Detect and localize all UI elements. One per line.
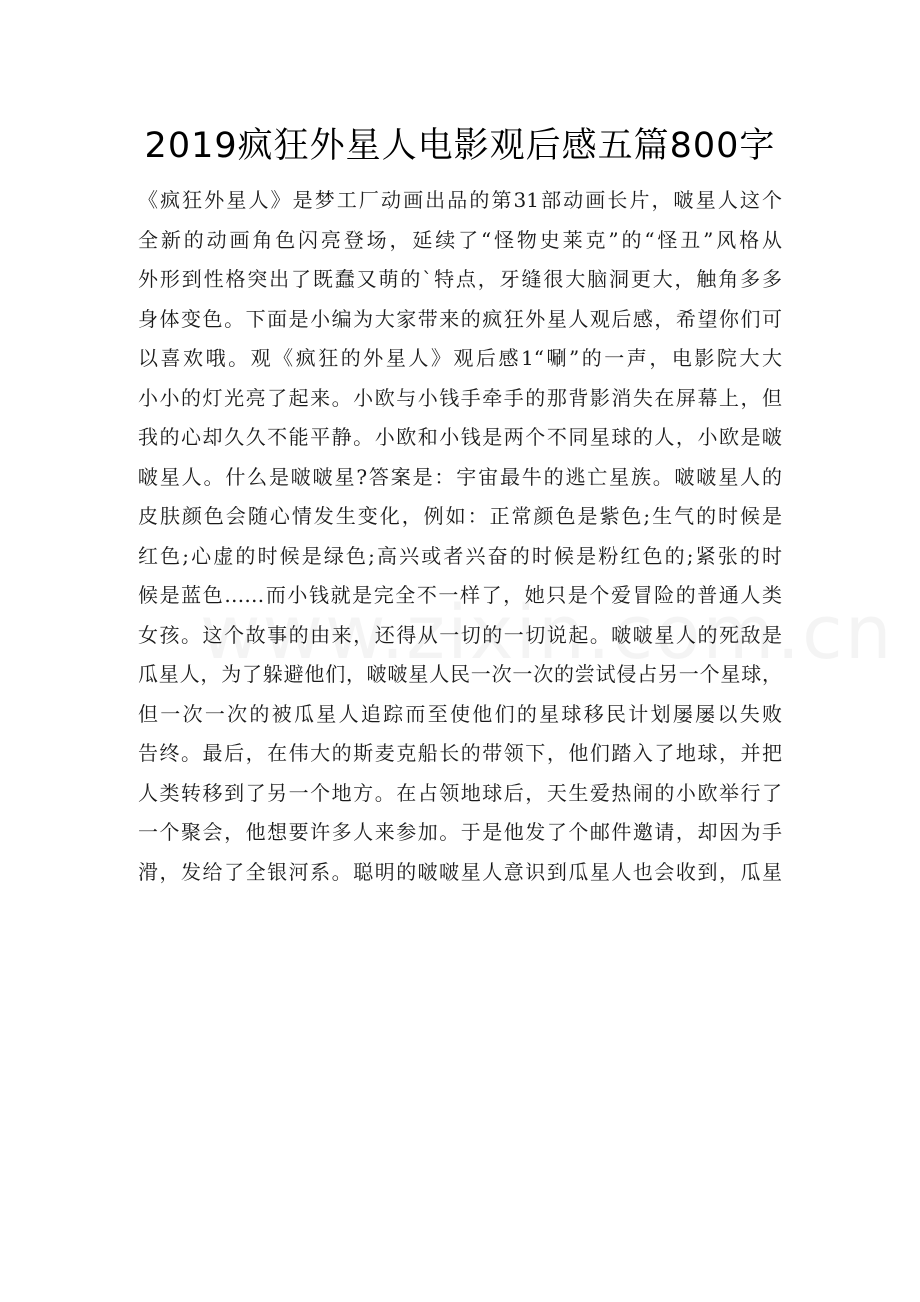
body-line: 滑，发给了全银河系。聪明的啵啵星人意识到瓜星人也会收到，瓜星: [138, 859, 782, 884]
document-title: 2019疯狂外星人电影观后感五篇800字: [144, 126, 776, 166]
body-line: 啵星人。什么是啵啵星?答案是：宇宙最牛的逃亡星族。啵啵星人的: [138, 464, 782, 489]
body-line: 瓜星人，为了躲避他们，啵啵星人民一次一次的尝试侵占另一个星球，: [138, 662, 782, 686]
body-line: 但一次一次的被瓜星人追踪而至使他们的星球移民计划屡屡以失败: [138, 701, 782, 726]
body-line: 小小的灯光亮了起来。小欧与小钱手牵手的那背影消失在屏幕上，但: [138, 385, 782, 410]
body-line: 《疯狂外星人》是梦工厂动画出品的第31部动画长片，啵星人这个: [138, 188, 782, 212]
body-line: 告终。最后，在伟大的斯麦克船长的带领下，他们踏入了地球，并把: [138, 741, 782, 765]
body-line: 全新的动画角色闪亮登场，延续了“怪物史莱克”的“怪丑”风格从: [138, 227, 782, 252]
body-line: 红色;心虚的时候是绿色;高兴或者兴奋的时候是粉红色的;紧张的时: [138, 543, 782, 568]
document-body: [138, 181, 782, 892]
body-line: 一个聚会，他想要许多人来参加。于是他发了个邮件邀请，却因为手: [138, 820, 782, 844]
body-line: 以喜欢哦。观《疯狂的外星人》观后感1“唰”的一声，电影院大大: [138, 346, 782, 370]
body-line: 身体变色。下面是小编为大家带来的疯狂外星人观后感，希望你们可: [138, 306, 782, 331]
body-line: 皮肤颜色会随心情发生变化，例如：正常颜色是紫色;生气的时候是: [138, 504, 782, 528]
body-line: 外形到性格突出了既蠢又萌的`特点，牙缝很大脑洞更大，触角多多: [138, 267, 782, 291]
body-line: 我的心却久久不能平静。小欧和小钱是两个不同星球的人，小欧是啵: [138, 425, 782, 449]
body-line: 人类转移到了另一个地方。在占领地球后，天生爱热闹的小欧举行了: [138, 780, 782, 805]
body-line: 候是蓝色……而小钱就是完全不一样了，她只是个爱冒险的普通人类: [138, 583, 782, 607]
body-line: 女孩。这个故事的由来，还得从一切的一切说起。啵啵星人的死敌是: [138, 622, 782, 647]
